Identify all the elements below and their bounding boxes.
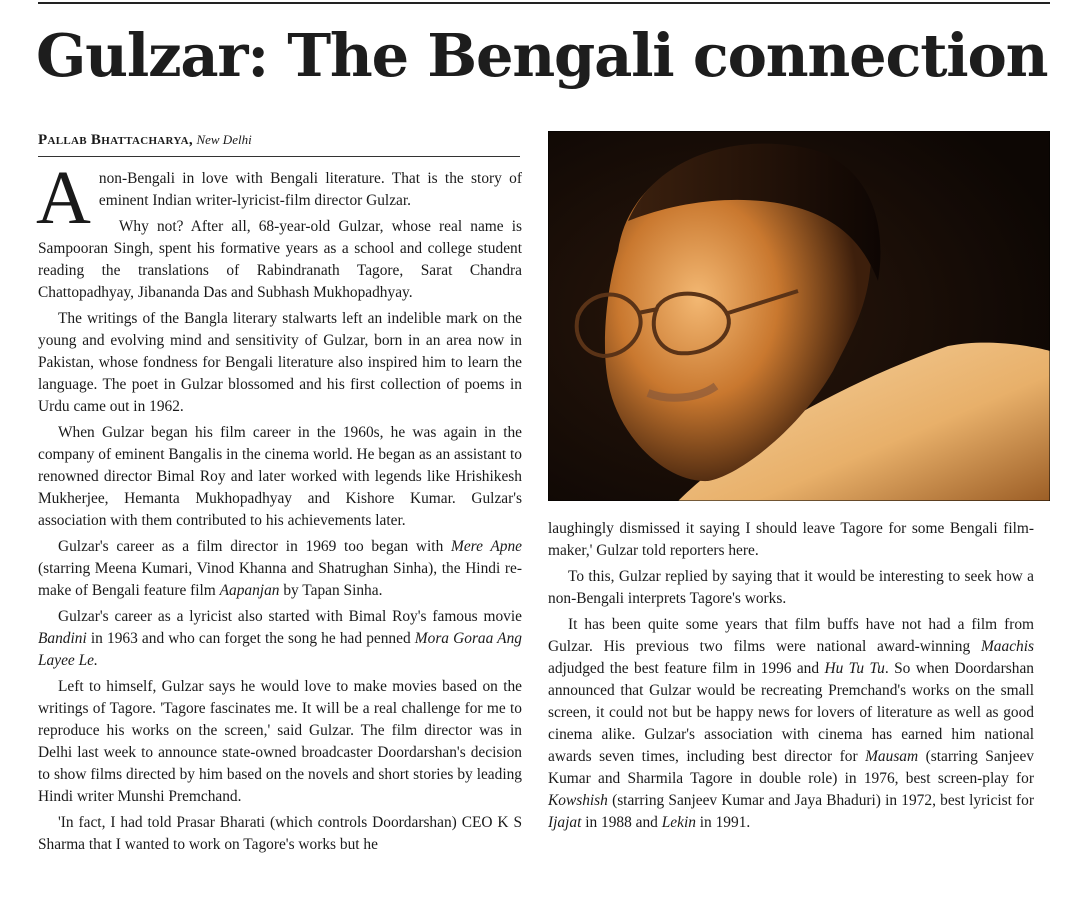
top-rule — [38, 2, 1050, 4]
film-title: Bandini — [38, 630, 87, 647]
film-title: Mere Apne — [451, 538, 522, 555]
text-run: It has been quite some years that film buffs have not had a film from Gulzar. His previous two films were national award-winning — [548, 616, 1034, 655]
paragraph-7: Left to himself, Gulzar says he would love to make movies based on the writings of Tagore. 'Tagore fascinates me. It will be a real challenge for me to reproduce his works on the screen,' said Gulzar. The film director was in Delhi last week to announce state-owned broadcaster Doordarshan's decision to show films directed by him based on the novels and short stories by leading Hindi writer Munshi Premchand. — [38, 678, 522, 805]
drop-cap: A — [36, 156, 91, 240]
paragraph-9: laughingly dismissed it saying I should leave Tagore for some Bengali film-maker,' Gulzar told reporters here. — [548, 520, 1034, 559]
film-title: Aapanjan — [219, 582, 280, 599]
paragraph-3: The writings of the Bangla literary stalwarts left an indelible mark on the young and evolving mind and sensitivity of Gulzar, born in an area now in Pakistan, whose fondness for Bengali literature also inspired him to learn the language. The poet in Gulzar blossomed and his first collection of poems in Urdu came out in 1962. — [38, 310, 522, 415]
text-run: by Tapan Sinha. — [279, 582, 383, 599]
byline-place: New Delhi — [196, 132, 252, 147]
portrait-illustration — [548, 131, 1050, 501]
headline: Gulzar: The Bengali connection — [36, 21, 1048, 90]
article-column-left — [36, 156, 522, 860]
paragraph-5 — [38, 536, 522, 602]
song-title: Mora Goraa Ang Layee Le. — [38, 630, 522, 669]
paragraph-8: 'In fact, I had told Prasar Bharati (which controls Doordarshan) CEO K S Sharma that I wanted to work on Tagore's works but he — [38, 814, 522, 853]
film-title: Ijajat — [548, 814, 582, 831]
text-run: in 1988 and — [581, 814, 662, 831]
paragraph-6 — [38, 606, 522, 672]
film-title: Lekin — [661, 814, 696, 831]
paragraph-2: Why not? After all, 68-year-old Gulzar, whose real name is Sampooran Singh, spent his formative years as a school and college student reading the translations of Rabindranath Tagore, Sarat Chandra Chattopadhyay, Jibananda Das and Subhash Mukhopadhyay. — [38, 218, 522, 301]
article-column-right — [548, 518, 1034, 838]
paragraph-10: To this, Gulzar replied by saying that it would be interesting to seek how a non-Bengali interprets Tagore's works. — [548, 568, 1034, 607]
text-run: . So when Doordarshan announced that Gulzar would be recreating Premchand's works on the small screen, it could not but be happy news for lovers of literature as well as good cinema alike. Gulzar's association with cinema has earned him national awards seven times, including best director for — [548, 660, 1034, 765]
paragraph-1 — [36, 156, 522, 240]
film-title: Kowshish — [548, 792, 608, 809]
text-run: adjudged the best feature film in 1996 and — [548, 660, 825, 677]
text-run: (starring Sanjeev Kumar and Jaya Bhaduri) in 1972, best lyricist for — [607, 792, 1034, 809]
text-run: in 1991. — [695, 814, 751, 831]
film-title: Hu Tu Tu — [824, 660, 885, 677]
text-run: (starring Meena Kumari, Vinod Khanna and Shatrughan Sinha), the Hindi re-make of Bengali feature film — [38, 560, 522, 599]
portrait-photo — [548, 131, 1050, 501]
text-run: Gulzar's career as a lyricist also started with Bimal Roy's famous movie — [58, 608, 522, 625]
film-title: Mausam — [865, 748, 919, 765]
text-run: Gulzar's career as a film director in 1969 too began with — [58, 538, 452, 555]
text-run: (starring Sanjeev Kumar and Sharmila Tagore in double role) in 1976, best screen-play for — [548, 748, 1034, 787]
paragraph-1-text: non-Bengali in love with Bengali literature. That is the story of eminent Indian writer-lyricist-film director Gulzar. — [98, 170, 522, 209]
text-run: in 1963 and who can forget the song he had penned — [86, 630, 415, 647]
paragraph-4: When Gulzar began his film career in the 1960s, he was again in the company of eminent Bangalis in the cinema world. He began as an assistant to renowned director Bimal Roy and later worked with legends like Hrishikesh Mukherjee, Hemanta Mukhopadhyay and Kishore Kumar. Gulzar's association with them contributed to his achievements later. — [38, 424, 522, 529]
byline-author: Pallab Bhattacharya, — [38, 132, 193, 148]
paragraph-11 — [548, 614, 1034, 834]
film-title: Maachis — [980, 638, 1034, 655]
byline — [38, 131, 520, 157]
